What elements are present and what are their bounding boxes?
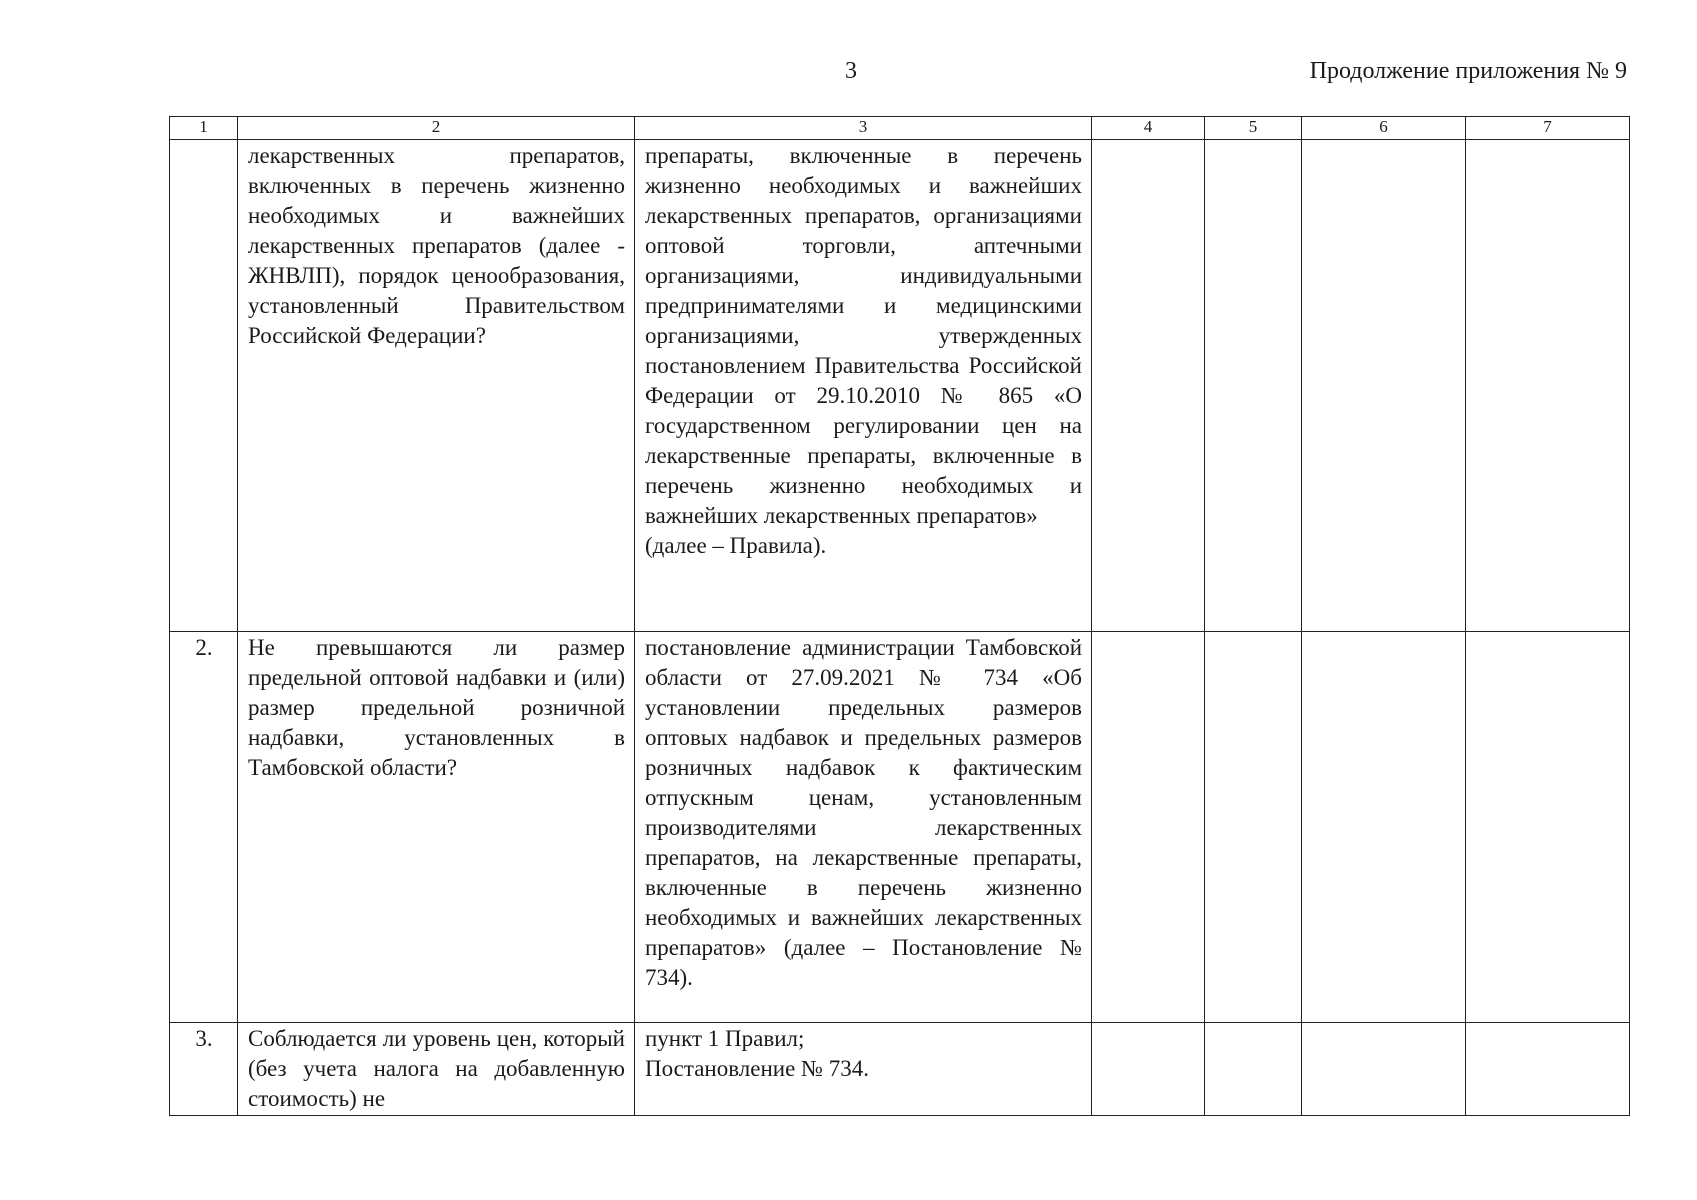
table-row xyxy=(170,632,1630,1023)
legal-basis-cell xyxy=(635,140,1092,632)
column-header-6: 6 xyxy=(1302,117,1466,140)
column-header-5: 5 xyxy=(1205,117,1302,140)
empty-cell xyxy=(1092,1023,1205,1116)
empty-cell xyxy=(1466,632,1630,1023)
appendix-continuation-title: Продолжение приложения № 9 xyxy=(1309,58,1627,84)
empty-cell xyxy=(1205,632,1302,1023)
empty-cell xyxy=(1205,1023,1302,1116)
legal-basis-text: препараты, включенные в перечень жизненно необходимых и важнейших лекарственных препаратов, организациями оптовой торговли, аптечными организациями, индивидуальными предпринимателями и медицинскими организациями, утвержденных постановлением Правительства Российской Федерации от 29.10.2010 № 865 «О государственном регулировании цен на лекарственные препараты, включенные в перечень жизненно необходимых и важнейших лекарственных препаратов» xyxy=(645,143,1082,528)
empty-cell xyxy=(1092,140,1205,632)
table-row xyxy=(170,1023,1630,1116)
table-row xyxy=(170,140,1630,632)
question-text: лекарственных препаратов, включенных в перечень жизненно необходимых и важнейших лекарственных препаратов (далее - ЖНВЛП), порядок ценообразования, установленный Правительством Российской Федерации? xyxy=(238,140,635,632)
column-header-4: 4 xyxy=(1092,117,1205,140)
empty-cell xyxy=(1466,140,1630,632)
empty-cell xyxy=(1302,1023,1466,1116)
column-header-1: 1 xyxy=(170,117,238,140)
column-header-3: 3 xyxy=(635,117,1092,140)
legal-basis-line: Постановление № 734. xyxy=(645,1056,870,1081)
legal-basis-abbreviation: (далее – Правила). xyxy=(645,533,827,558)
empty-cell xyxy=(1302,632,1466,1023)
column-number-row xyxy=(170,117,1630,140)
empty-cell xyxy=(1466,1023,1630,1116)
question-text: Соблюдается ли уровень цен, который (без учета налога на добавленную стоимость) не xyxy=(238,1023,635,1116)
row-number xyxy=(170,140,238,632)
column-header-2: 2 xyxy=(238,117,635,140)
column-header-7: 7 xyxy=(1466,117,1630,140)
legal-basis-line: пункт 1 Правил; xyxy=(645,1026,805,1051)
row-number: 2. xyxy=(170,632,238,1023)
inspection-checklist-table xyxy=(169,116,1630,1116)
legal-basis-cell xyxy=(635,1023,1092,1116)
empty-cell xyxy=(1302,140,1466,632)
empty-cell xyxy=(1092,632,1205,1023)
question-text: Не превышаются ли размер предельной оптовой надбавки и (или) размер предельной розничной надбавки, установленных в Тамбовской области? xyxy=(238,632,635,1023)
legal-basis-text: постановление администрации Тамбовской области от 27.09.2021 № 734 «Об установлении предельных размеров оптовых надбавок и предельных размеров розничных надбавок к фактическим отпускным ценам, установленным производителями лекарственных препаратов, на лекарственные препараты, включенные в перечень жизненно необходимых и важнейших лекарственных препаратов» (далее – Постановление № 734). xyxy=(635,632,1092,1023)
page-number: 3 xyxy=(845,58,857,84)
empty-cell xyxy=(1205,140,1302,632)
row-number: 3. xyxy=(170,1023,238,1116)
